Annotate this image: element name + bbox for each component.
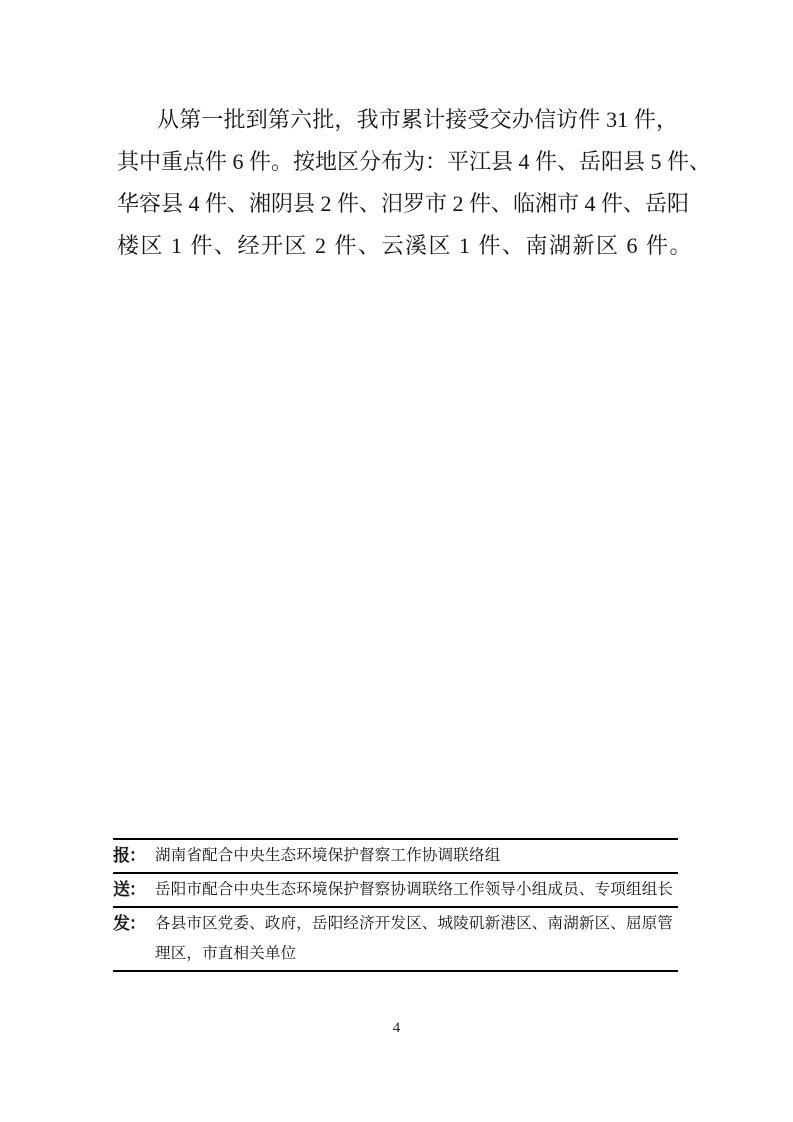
paragraph-line: 华容县 4 件、湘阴县 2 件、汨罗市 2 件、临湘市 4 件、岳阳 (117, 191, 690, 216)
footer-row-text: 湖南省配合中央生态环境保护督察工作协调联络组 (155, 847, 501, 864)
distribution-footer (113, 838, 678, 972)
body-paragraph (117, 99, 712, 267)
footer-row-fa (113, 908, 678, 970)
paragraph-line: 从第一批到第六批，我市累计接受交办信访件 31 件， (157, 107, 678, 132)
paragraph-line: 楼区 1 件、经开区 2 件、云溪区 1 件、南湖新区 6 件。 (117, 233, 694, 258)
footer-bottom-rule (113, 970, 678, 972)
footer-row-label: 报： (113, 846, 145, 865)
page-number: 4 (392, 1020, 401, 1036)
footer-row-label: 发： (113, 914, 145, 933)
footer-row-text: 岳阳市配合中央生态环境保护督察协调联络工作领导小组成员、专项组组长 (155, 881, 674, 898)
footer-row-song (113, 874, 678, 906)
paragraph-line: 其中重点件 6 件。按地区分布为：平江县 4 件、岳阳县 5 件、 (117, 149, 712, 174)
footer-row-label: 送： (113, 880, 145, 899)
footer-row-bao (113, 840, 678, 872)
footer-row-text: 各县市区党委、政府，岳阳经济开发区、城陵矶新港区、南湖新区、屈原管理区，市直相关单位 (155, 915, 674, 962)
